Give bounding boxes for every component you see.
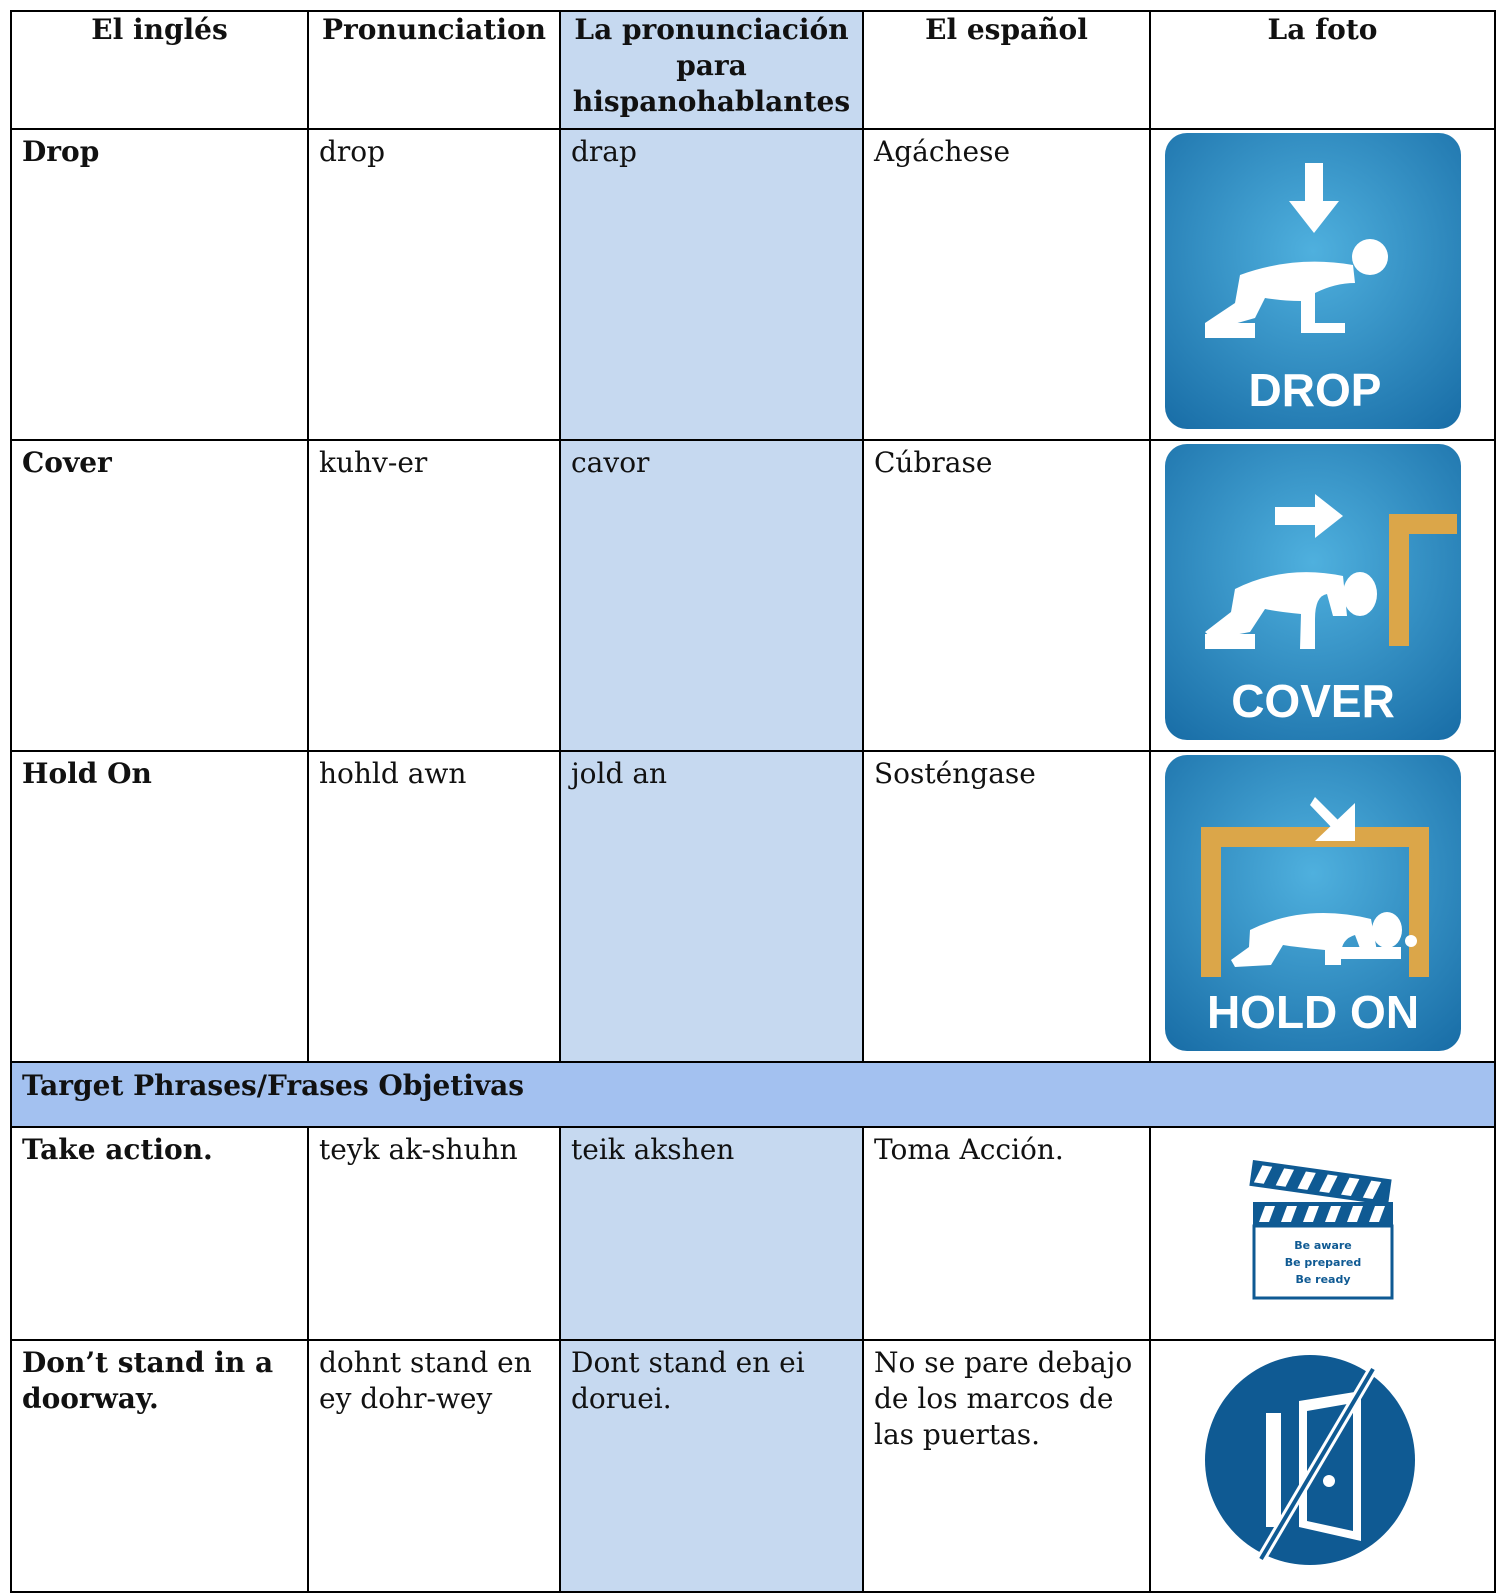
clapper-line-1: Be aware [1294, 1239, 1352, 1252]
cover-icon [1165, 444, 1463, 742]
pronunciation-cell: hohld awn [308, 751, 560, 1062]
photo-cell [1150, 751, 1495, 1062]
photo-cell [1150, 1127, 1495, 1340]
pronunciation-es-cell: jold an [560, 751, 863, 1062]
table-row [11, 751, 1495, 1062]
clapperboard-icon [1165, 1154, 1495, 1304]
drop-icon [1165, 133, 1463, 431]
spanish-cell: Agáchese [863, 129, 1150, 440]
pronunciation-cell: drop [308, 129, 560, 440]
table-row [11, 440, 1495, 751]
pronunciation-cell: teyk ak-shuhn [308, 1127, 560, 1340]
spanish-cell: Cúbrase [863, 440, 1150, 751]
english-cell: Cover [11, 440, 308, 751]
header-row [11, 11, 1495, 129]
english-cell: Take action. [11, 1127, 308, 1340]
header-photo: La foto [1150, 11, 1495, 129]
clapper-line-2: Be prepared [1284, 1256, 1362, 1269]
vocabulary-table-wrapper [10, 10, 1494, 1593]
table-row [11, 1340, 1495, 1592]
pronunciation-es-cell: teik akshen [560, 1127, 863, 1340]
header-spanish: El español [863, 11, 1150, 129]
vocabulary-table [10, 10, 1496, 1593]
table-row [11, 129, 1495, 440]
pronunciation-cell: dohnt stand en ey dohr-wey [308, 1340, 560, 1592]
section-row [11, 1062, 1495, 1127]
pronunciation-es-cell: drap [560, 129, 863, 440]
pronunciation-cell: kuhv-er [308, 440, 560, 751]
spanish-cell: No se pare debajo de los marcos de las puertas. [863, 1340, 1150, 1592]
cover-icon-label: COVER [1231, 675, 1395, 727]
clapper-line-3: Be ready [1295, 1273, 1351, 1286]
hold-on-icon [1165, 755, 1463, 1053]
english-cell: Hold On [11, 751, 308, 1062]
photo-cell [1150, 440, 1495, 751]
pronunciation-es-cell: Dont stand en ei doruei. [560, 1340, 863, 1592]
header-pronunciation: Pronunciation [308, 11, 560, 129]
section-title: Target Phrases/Frases Objetivas [11, 1062, 1495, 1127]
spanish-cell: Sosténgase [863, 751, 1150, 1062]
hold-on-icon-label: HOLD ON [1206, 986, 1420, 1038]
header-pronunciation-spanish: La pronunciación para hispanohablantes [560, 11, 863, 129]
pronunciation-es-cell: cavor [560, 440, 863, 751]
drop-icon-label: DROP [1248, 364, 1382, 416]
photo-cell [1150, 1340, 1495, 1592]
no-doorway-icon [1201, 1351, 1419, 1569]
photo-cell [1150, 129, 1495, 440]
table-row [11, 1127, 1495, 1340]
spanish-cell: Toma Acción. [863, 1127, 1150, 1340]
header-english: El inglés [11, 11, 308, 129]
english-cell: Don’t stand in a doorway. [11, 1340, 308, 1592]
english-cell: Drop [11, 129, 308, 440]
